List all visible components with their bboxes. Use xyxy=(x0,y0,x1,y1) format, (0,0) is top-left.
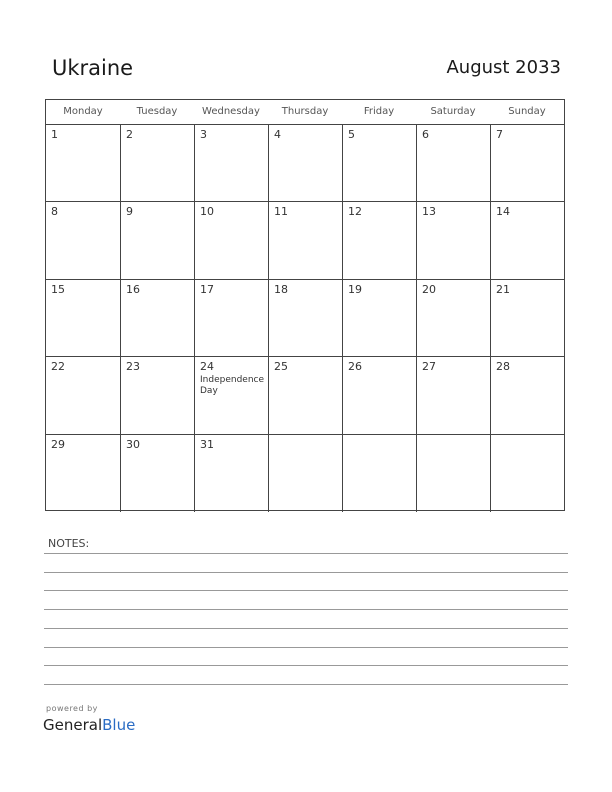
note-line xyxy=(44,553,568,554)
day-cell xyxy=(268,125,342,201)
note-line xyxy=(44,609,568,610)
day-number: 10 xyxy=(200,205,214,219)
day-cell xyxy=(416,280,490,356)
day-cell xyxy=(268,202,342,278)
day-cell xyxy=(490,202,564,278)
day-cell xyxy=(490,357,564,433)
weekday-5: Saturday xyxy=(430,106,476,117)
day-cell xyxy=(342,202,416,278)
day-cell xyxy=(416,202,490,278)
week-row xyxy=(46,280,564,357)
day-cell xyxy=(46,280,120,356)
day-number: 7 xyxy=(496,128,503,141)
day-number: 20 xyxy=(422,282,436,296)
day-number: 14 xyxy=(496,205,510,219)
day-cell xyxy=(120,202,194,278)
day-number: 6 xyxy=(422,128,429,141)
day-number: 3 xyxy=(200,128,207,141)
day-cell xyxy=(342,357,416,433)
day-number: 29 xyxy=(51,437,65,451)
day-cell xyxy=(194,357,268,433)
day-number: 5 xyxy=(348,128,355,141)
generalblue-logo xyxy=(43,716,135,734)
weekday-3: Thursday xyxy=(281,106,329,117)
powered-by-text: powered by xyxy=(46,704,98,713)
day-cell xyxy=(194,125,268,201)
day-cell xyxy=(416,125,490,201)
holiday-event: Independence Day xyxy=(200,375,265,397)
weekday-6: Sunday xyxy=(508,106,546,117)
week-row xyxy=(46,357,564,434)
day-cell xyxy=(342,435,416,512)
day-number: 8 xyxy=(51,205,58,219)
day-number: 11 xyxy=(274,205,288,219)
day-number: 25 xyxy=(274,360,288,374)
day-number: 24 xyxy=(200,360,214,374)
day-cell xyxy=(46,435,120,512)
month-year-title: August 2033 xyxy=(446,57,561,78)
day-number: 13 xyxy=(422,205,436,219)
day-number: 19 xyxy=(348,282,362,296)
day-cell xyxy=(490,435,564,512)
day-cell xyxy=(46,125,120,201)
note-line xyxy=(44,665,568,666)
day-number: 12 xyxy=(348,205,362,219)
day-number: 16 xyxy=(126,282,140,296)
day-cell xyxy=(120,280,194,356)
day-number: 23 xyxy=(126,360,140,374)
day-cell xyxy=(194,435,268,512)
weekday-1: Tuesday xyxy=(136,106,178,117)
day-number: 31 xyxy=(200,437,214,451)
country-title: Ukraine xyxy=(52,56,134,80)
day-cell xyxy=(268,357,342,433)
week-row xyxy=(46,435,564,512)
weekday-header-row xyxy=(46,100,564,125)
day-number: 18 xyxy=(274,282,288,296)
day-number: 1 xyxy=(51,128,58,141)
day-cell xyxy=(268,435,342,512)
day-cell xyxy=(490,125,564,201)
day-cell xyxy=(120,435,194,512)
day-cell xyxy=(120,357,194,433)
day-number: 15 xyxy=(51,282,65,296)
weekday-2: Wednesday xyxy=(202,106,260,117)
day-cell xyxy=(342,125,416,201)
day-cell xyxy=(416,435,490,512)
day-number: 30 xyxy=(126,437,140,451)
brand-blue: Blue xyxy=(102,716,136,734)
day-number: 17 xyxy=(200,282,214,296)
day-cell xyxy=(194,280,268,356)
brand-general: General xyxy=(43,716,103,734)
weekday-0: Monday xyxy=(63,106,103,117)
day-number: 28 xyxy=(496,360,510,374)
note-line xyxy=(44,684,568,685)
note-line xyxy=(44,590,568,591)
day-cell xyxy=(342,280,416,356)
notes-label: NOTES: xyxy=(48,537,90,550)
calendar-grid xyxy=(45,99,565,511)
note-line xyxy=(44,572,568,573)
day-number: 4 xyxy=(274,128,281,141)
note-line xyxy=(44,647,568,648)
week-row xyxy=(46,125,564,202)
day-number: 9 xyxy=(126,205,133,219)
week-row xyxy=(46,202,564,279)
day-cell xyxy=(46,357,120,433)
weekday-4: Friday xyxy=(363,106,395,117)
day-cell xyxy=(120,125,194,201)
day-cell xyxy=(416,357,490,433)
day-cell xyxy=(268,280,342,356)
day-number: 26 xyxy=(348,360,362,374)
day-number: 27 xyxy=(422,360,436,374)
day-cell xyxy=(46,202,120,278)
day-cell xyxy=(194,202,268,278)
day-number: 22 xyxy=(51,360,65,374)
day-cell xyxy=(490,280,564,356)
note-line xyxy=(44,628,568,629)
day-number: 21 xyxy=(496,282,510,296)
day-number: 2 xyxy=(126,128,133,141)
